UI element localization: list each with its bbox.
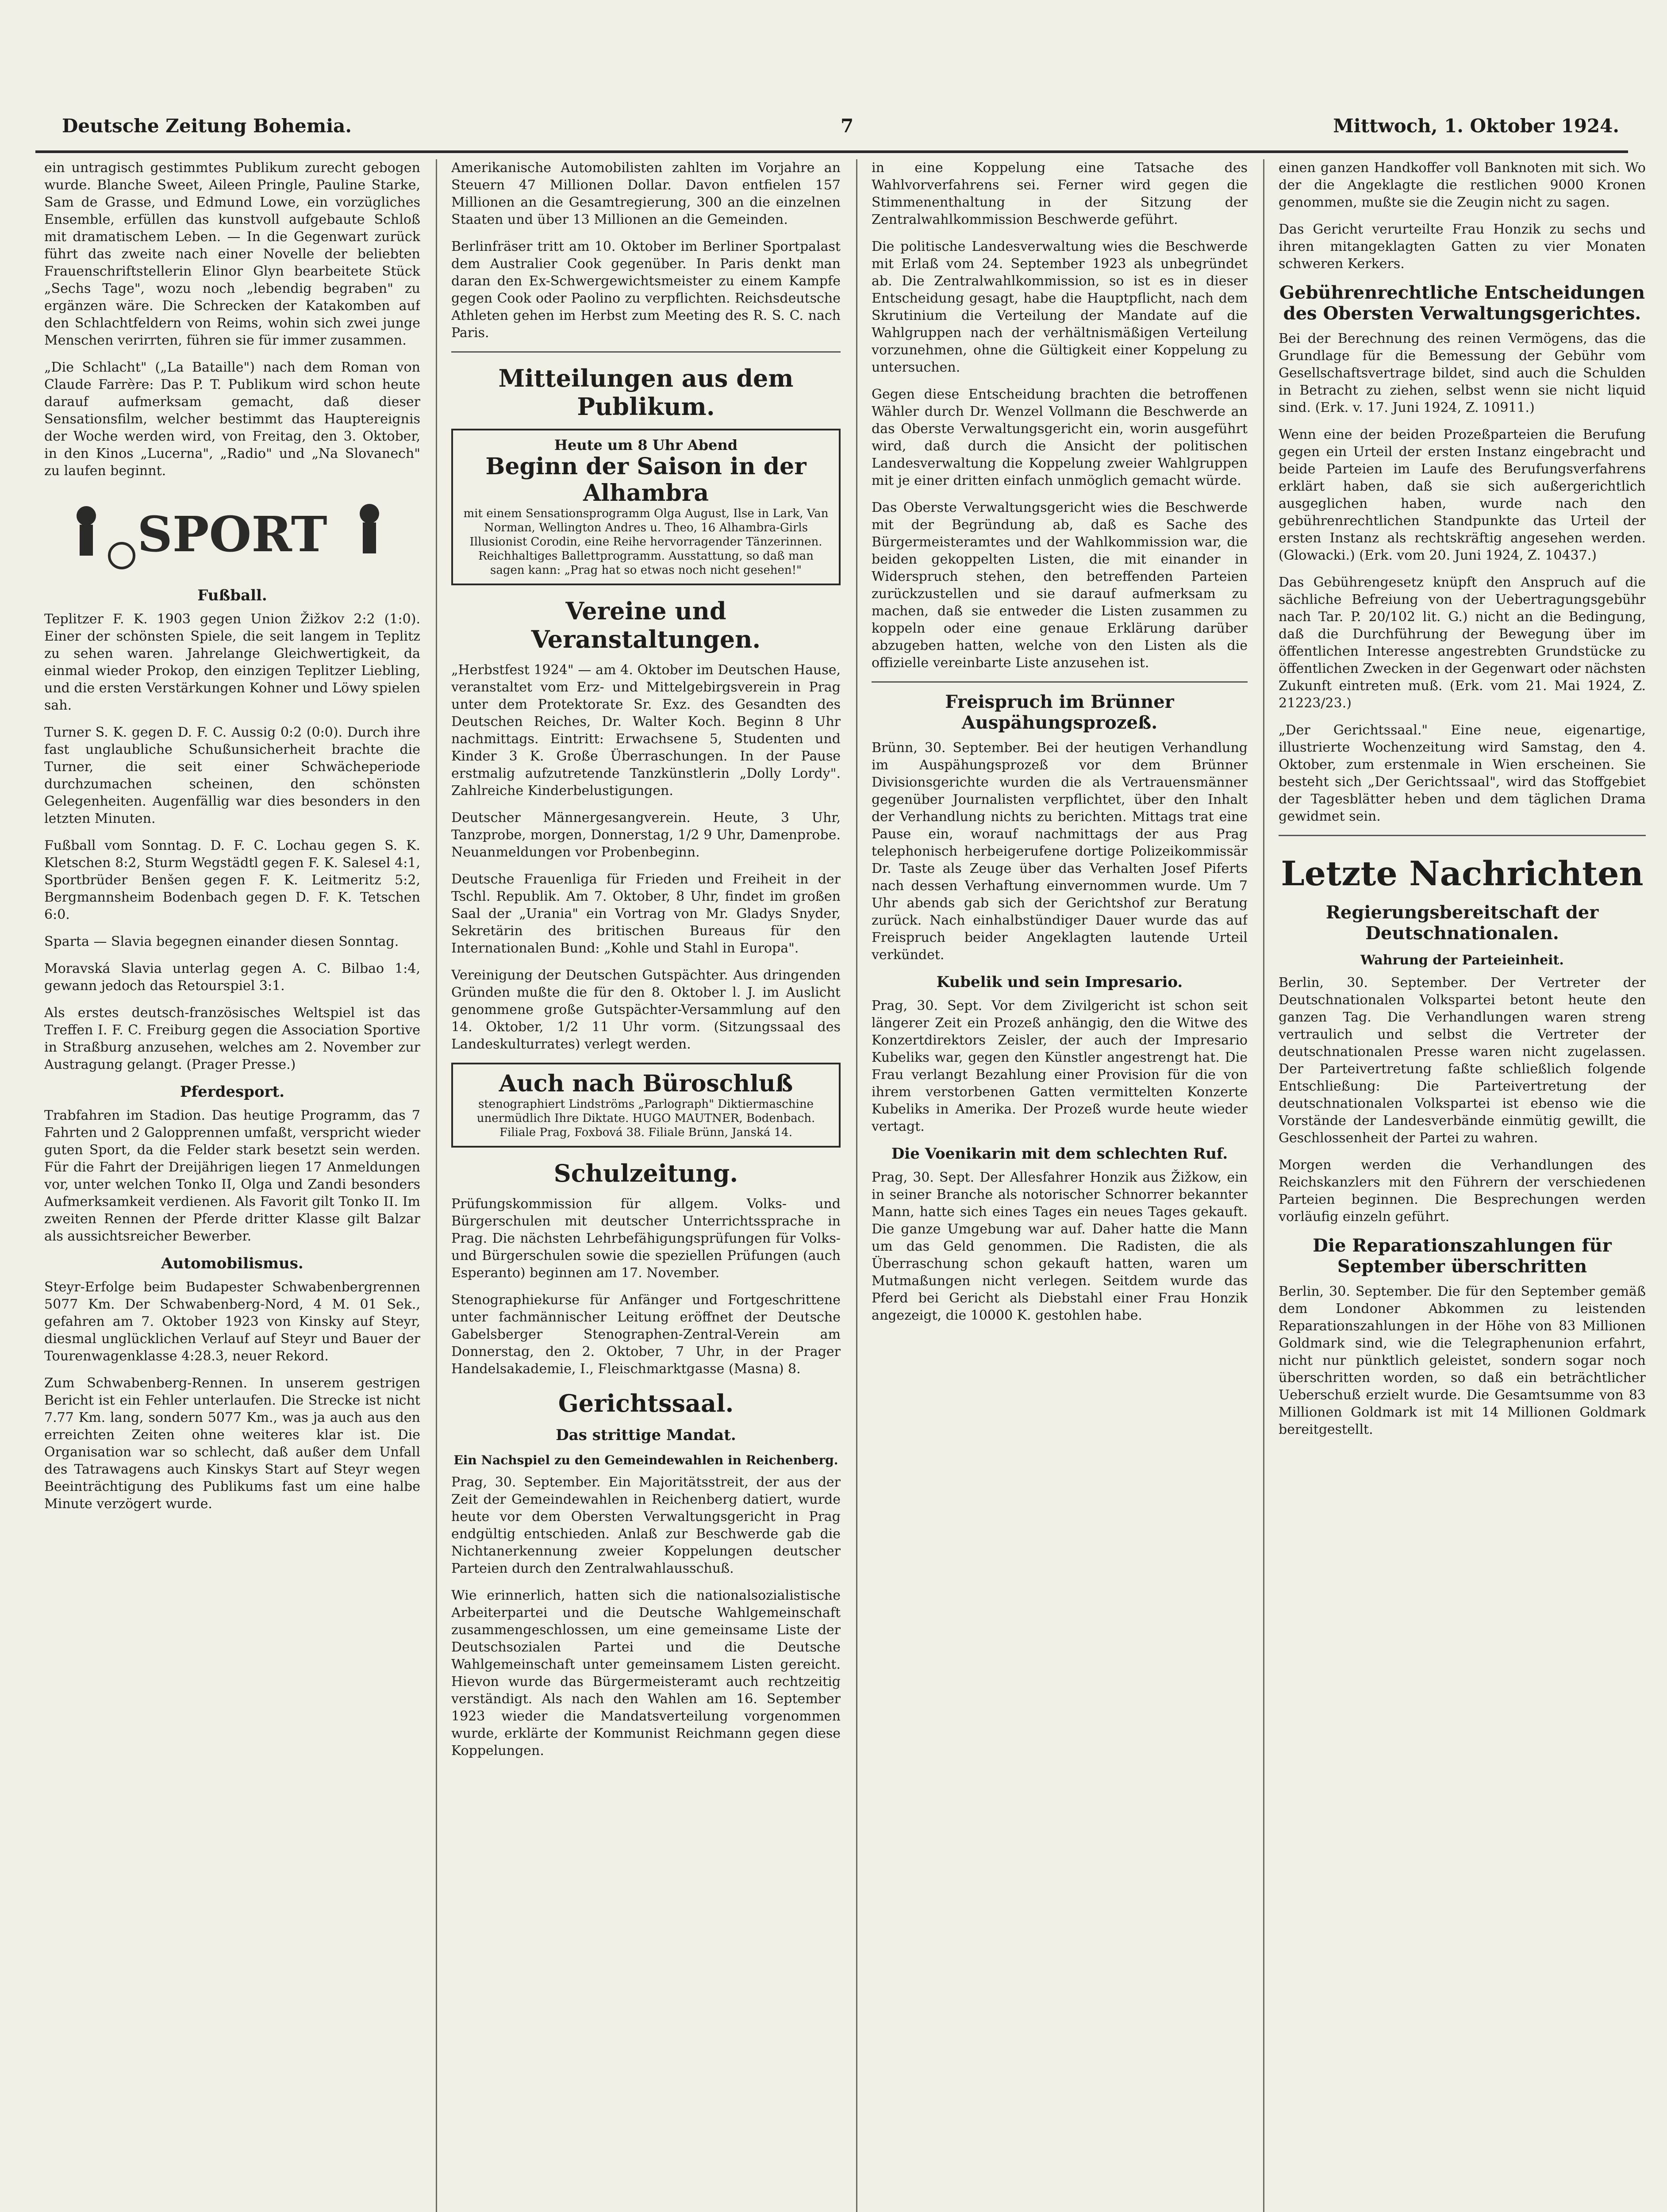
article-text: Das Gericht verurteilte Frau Honzik zu sechs und ihren mitangeklagten Gatten zu vier Monaten schweren Kerkers. [1279,222,1646,272]
article-subheadline: Wahrung der Parteieinheit. [1360,952,1564,968]
ad-text: stenographiert Lindströms „Parlograph" Diktiermaschine unermüdlich Ihre Diktate. HUGO MAUTNER, Bodenbach. Filiale Prag, Foxbová 38. Filiale Brünn, Janská 14. [476,1098,815,1139]
article-subheadline: Ein Nachspiel zu den Gemeindewahlen in Reichenberg. [453,1453,838,1467]
article-text: Sparta — Slavia begegnen einander diesen Sonntag. [44,934,399,949]
article-text: Wenn eine der beiden Prozeßparteien die Berufung gegen ein Urteil der ersten Instanz eingebracht und beide Parteien im Laufe des Berufungsverfahrens erklärt haben, daß sie sich außergerichtlich ausgeglichen haben, wurde nach den gebührenrechtlichen Standpunkte das Urteil der ersten Instanz als rechtskräftig angesehen werden. (Glowacki.) (Erk. vom 20. Juni 1924, Z. 10437.) [1279,427,1646,563]
page-header [35,111,1628,153]
ad-time: Heute um 8 Uhr Abend [554,437,738,453]
section-heading-automobilismus: Automobilismus. [161,1255,303,1272]
article-text: Teplitzer F. K. 1903 gegen Union Žižkov 2:2 (1:0). Einer der schönsten Spiele, die seit langem in Teplitz zu sehen waren. Jahrelange Gleichwertigkeit, da einmal wieder Prokop, den einzigen Teplitzer Liebling, und die ersten Verstärkungen Kohner und Löwy spielen sah. [44,611,420,713]
column-1 [44,159,420,2212]
ad-headline: Beginn der Saison in der Alhambra [485,453,807,507]
article-text: Stenographiekurse für Anfänger und Fortgeschrittene unter fachmännischer Leitung eröffnet der Deutsche Gabelsberger Stenographen-Zentral-Verein am Donnerstag, den 2. Oktober, 7 Uhr, in der Prager Handelsakademie, I., Fleischmarktgasse (Masna) 8. [451,1292,841,1377]
article-headline: Die Voenikarin mit dem schlechten Ruf. [891,1145,1228,1163]
section-heading-schulzeitung: Schulzeitung. [553,1159,738,1187]
sport-banner-illustration [60,489,405,578]
article-text: Zum Schwabenberg-Rennen. In unserem gestrigen Bericht ist ein Fehler unterlaufen. Die Strecke ist nicht 7.77 Km. lang, sondern 5077 Km., was ja auch aus den erreichten Zeiten ohne weiteres klar ist. Die Organisation war so schlecht, daß außer dem Unfall des Tatrawagens auch Kinskys Start auf Steyr wegen Beeinträchtigung des Publikums fast um eine halbe Minute verzögert wurde. [44,1375,420,1512]
article-text: Prag, 30. Sept. Vor dem Zivilgericht ist schon seit längerer Zeit ein Prozeß anhängig, den die Witwe des Konzertdirektors Zeisler, der auch der Impresario Kubeliks war, gegen den Künstler angestrengt hat. Die Frau verlangt Bezahlung einer Provision für die von ihrem verstorbenen Gatten vermittelten Konzerte Kubeliks in Amerika. Der Prozeß wurde heute wieder vertagt. [872,998,1248,1134]
article-text: Steyr-Erfolge beim Budapester Schwabenbergrennen 5077 Km. Der Schwabenberg-Nord, 4 M. 01 Sek., gefahren am 7. Oktober 1923 von Kinsky auf Steyr, diesmal unglücklichen Verlauf auf Steyr und Bauer der Tourenwagenklasse 4:28.3, neuer Rekord. [44,1279,420,1364]
sport-banner-label: SPORT [137,506,327,563]
section-heading-letzte-nachrichten: Letzte Nachrichten [1281,854,1644,893]
article-text: Das Gebührengesetz knüpft den Anspruch auf die sächliche Befreiung von der Uebertragungsgebühr nach Tar. P. 20/102 lit. G.) nicht an die Bedingung, daß die Durchführung der Bewegung über im öffentlichen Interesse angestrebten Grundstücke zu öffentlichen Zwecken in der Gegenwart oder nächsten Zukunft eintreten muß. (Erk. vom 21. Mai 1924, Z. 21223/23.) [1279,575,1646,711]
article-text: Prag, 30. Sept. Der Allesfahrer Honzik aus Žižkow, ein in seiner Branche als notorischer Schnorrer bekannter Mann, hatte sich eines Tages ein neues Tages gekauft. Die ganze Umgebung war auf. Daher hatte die Mann um das Geld genommen. Die Radisten, die als Überraschung schon gekauft hatten, waren um Mutmaßungen nicht verlegen. Seitdem wurde das Pferd bei Gericht als Diebstahl einer Frau Honzik angezeigt, die 10000 K. gestohlen habe. [872,1170,1248,1323]
newspaper-name: Deutsche Zeitung Bohemia. [62,115,352,137]
article-text: Berlin, 30. September. Die für den September gemäß dem Londoner Abkommen zu leistenden Reparationszahlungen in der Höhe von 83 Millionen Goldmark sind, wie die Telegraphenunion erfahrt, nicht nur pünktlich geleistet, sondern sogar noch überschritten worden, so daß ein beträchtlicher Ueberschuß erzielt wurde. Die Gesamtsumme von 83 Millionen Goldmark ist mit 14 Millionen Goldmark bereitgestellt. [1279,1284,1646,1437]
article-text: Deutscher Männergesangverein. Heute, 3 Uhr, Tanzprobe, morgen, Donnerstag, 1/2 9 Uhr, Damenprobe. Neuanmeldungen vor Probenbeginn. [451,810,841,860]
article-text: Vereinigung der Deutschen Gutspächter. Aus dringenden Gründen mußte die für den 8. Oktober l. J. im Auslicht genommene große Gutspächter-Versammlung auf den 14. Oktober, 1/2 11 Uhr vorm. (Sitzungssaal des Landeskulturrates) verlegt werden. [451,968,841,1052]
article-text: ein untragisch gestimmtes Publikum zurecht gebogen wurde. Blanche Sweet, Aileen Pringle, Pauline Starke, Sam de Grasse, und Edmund Lowe, ein vorzügliches Ensemble, erfüllen das kunstvoll aufgebaute Schloß mit dramatischem Leben. — In die Gegenwart zurück führt das zweite nach einer Novelle der beliebten Frauenschriftstellerin Elinor Glyn bearbeitete Stück „Sechs Tage", wozu noch „lebendig begraben" zu ergänzen wäre. Die Schrecken der Katakomben auf den Schlachtfeldern von Reims, wohin sich zwei junge Menschen verirrten, führen sie für immer zusammen. [44,160,420,348]
article-headline: Die Reparationszahlungen für September überschritten [1313,1235,1612,1277]
article-headline: Regierungsbereitschaft der Deutschnationalen. [1325,902,1599,944]
article-text: Gegen diese Entscheidung brachten die betroffenen Wähler durch Dr. Wenzel Vollmann die Beschwerde an das Oberste Verwaltungsgericht ein, worin ausgeführt wird, daß durch die Ansicht der politischen Landesverwaltung die Koppelung zweier Wahlgruppen mit je einer dritten einfach unmöglich gemacht würde. [872,387,1248,488]
page-number: 7 [841,115,854,137]
divider [451,351,841,353]
column-3 [872,159,1248,2212]
column-2 [451,159,841,2212]
article-text: „Der Gerichtssaal." Eine neue, eigenartige, illustrierte Wochenzeitung wird Samstag, den 4. Oktober, zum erstenmale in Wien erscheinen. Sie besteht sich „Der Gerichtssaal", wird das Stoffgebiet der Tagesblätter heben und dem täglichen Drama gewidmet sein. [1279,722,1646,824]
article-text: Brünn, 30. September. Bei der heutigen Verhandlung im Auspähungsprozeß vor dem Brünner Divisionsgerichte wurden die als Vertrauensmänner gegenüber Journalisten verpflichtet, über den Inhalt der Verhandlung nichts zu berichten. Mittags trat eine Pause ein, worauf nachmittags der aus Prag telephonisch herbeigerufene dortige Polizeikommissär Dr. Taste als Zeuge über das Verhalten Josef Piferts nach dessen Verhaftung einvernommen wurde. Um 7 Uhr abends gab sich der Gerichtshof zur Beratung zurück. Nach einhalbstündiger Dauer wurde das auf Freispruch beider Angeklagten lautende Urteil verkündet. [872,740,1248,963]
article-text: Prüfungskommission für allgem. Volks- und Bürgerschulen mit deutscher Unterrichtssprache in Prag. Die nächsten Lehrbefähigungsprüfungen für Volks- und Bürgerschulen sowie die speziellen Prüfungen (auch Esperanto) beginnen am 17. November. [451,1196,841,1281]
article-headline: Freispruch im Brünner Auspähungsprozeß. [945,691,1174,733]
column-rule [1263,159,1264,2212]
article-text: Turner S. K. gegen D. F. C. Aussig 0:2 (0:0). Durch ihre fast unglaubliche Schußunsicherheit brachte die Turner, die seit einer Schwächeperiode durchzumachen scheinen, den schönsten Gelegenheiten. Augenfällig war dies besonders in den letzten Minuten. [44,725,420,826]
article-text: Morgen werden die Verhandlungen des Reichskanzlers mit den Führern der verschiedenen Parteien beginnen. Die Besprechungen werden vorläufig einzeln geführt. [1279,1157,1646,1225]
article-text: Die politische Landesverwaltung wies die Beschwerde mit Erlaß vom 24. September 1923 als unbegründet ab. Die Zentralwahlkommission, so ist es in dieser Entscheidung gesagt, habe die Hauptpflicht, nach dem Skrutinium die Verteilung der Mandate auf die Wahlgruppen nach der verhältnismäßigen Verteilung vorzunehmen, ohne die Gültigkeit einer Koppelung zu untersuchen. [872,239,1248,375]
ad-text: mit einem Sensationsprogramm Olga August, Ilse in Lark, Van Norman, Wellington Andres u. Theo, 16 Alhambra-Girls Illusionist Corodin, eine Reihe hervorragender Tänzerinnen. Reichhaltiges Ballettprogramm. Ausstattung, so daß man sagen kann: „Prag hat so etwas noch nicht gesehen!" [463,507,829,577]
article-text: Wie erinnerlich, hatten sich die nationalsozialistische Arbeiterpartei und die Deutsche Wahlgemeinschaft zusammengeschlossen, um eine gemeinsame Liste der Deutschsozialen Partei und die Deutsche Wahlgemeinschaft unter gemeinsamem Listen gereicht. Hievon wurde das Bürgermeisteramt auch rechtzeitig verständigt. Als nach den Wahlen am 16. September 1923 wieder die Mandatsverteilung vorgenommen wurde, erklärte der Kommunist Reichmann gegen diese Koppelungen. [451,1588,841,1759]
column-4 [1279,159,1646,2212]
article-text: „Herbstfest 1924" — am 4. Oktober im Deutschen Hause, veranstaltet vom Erz- und Mittelgebirgsverein in Prag unter dem Protektorate Sr. Exz. des Gesandten des Deutschen Reiches, Dr. Walter Koch. Beginn 8 Uhr nachmittags. Eintritt: Erwachsene 5, Studenten und Kinder 3 K. Große Überraschungen. In der Pause erstmalig aufzutretende Tanzkünstlerin „Dolly Lordy". Zahlreiche Kinderbelustigungen. [451,662,841,799]
ad-headline: Auch nach Büroschluß [499,1070,793,1097]
article-text: Prag, 30. September. Ein Majoritätsstreit, der aus der Zeit der Gemeindewahlen in Reichenberg datiert, wurde heute vor dem Obersten Verwaltungsgericht in Prag endgültig entschieden. Anlaß zur Beschwerde gab die Nichtanerkennung zweier Koppelungen deutscher Parteien durch den Zentralwahlausschuß. [451,1475,841,1576]
divider [1279,835,1646,836]
article-text: Berlin, 30. September. Der Vertreter der Deutschnationalen Volkspartei betont heute den ganzen Tag. Die Verhandlungen waren streng vertraulich und selbst die Vertreter der deutschnationalen Presse waren nicht zugelassen. Der Parteivertretung faßte schließlich folgende Entschließung: Die Parteivertretung der deutschnationalen Volkspartei ist ebenso wie die Vorstände der Landesverbände einmütig gewillt, die Geschlossenheit der Partei zu wahren. [1279,975,1646,1146]
section-heading-pferdesport: Pferdesport. [180,1083,285,1101]
article-text: „Die Schlacht" („La Bataille") nach dem Roman von Claude Farrère: Das P. T. Publikum wird schon heute darauf aufmerksam gemacht, daß dieser Sensationsfilm, welcher bestimmt das Hauptereignis der Woche werden wird, von Freitag, den 3. Oktober, in den Kinos „Lucerna", „Radio" und „Na Slovanech" zu laufen beginnt. [44,360,420,479]
article-text: Moravská Slavia unterlag gegen A. C. Bilbao 1:4, gewann jedoch das Retourspiel 3:1. [44,961,420,994]
article-text: in eine Koppelung eine Tatsache des Wahlvorverfahrens sei. Ferner wird gegen die Stimmenenthaltung in der Sitzung der Zentralwahlkommission Beschwerde geführt. [872,160,1248,227]
issue-date: Mittwoch, 1. Oktober 1924. [1333,115,1619,137]
article-text: Als erstes deutsch-französisches Weltspiel ist das Treffen I. F. C. Freiburg gegen die Association Sportive in Straßburg anzusehen, welches am 2. November zur Austragung gelangt. (Prager Presse.) [44,1005,420,1072]
article-text: Fußball vom Sonntag. D. F. C. Lochau gegen S. K. Kletschen 8:2, Sturm Wegstädtl gegen F. K. Salesel 4:1, Sportbrüder Benšen gegen F. K. Leitmeritz 5:2, Bergmannsheim Bodenbach gegen D. F. K. Tetschen 6:0. [44,838,420,922]
article-text: Trabfahren im Stadion. Das heutige Programm, das 7 Fahrten und 2 Galopprennen umfaßt, verspricht wieder guten Sport, da die Felder stark besetzt sein werden. Für die Fahrt der Dreijährigen liegen 17 Anmeldungen vor, unter welchen Tonko II, Olga und Zandi besonders Aufmerksamkeit verdienen. Als Favorit gilt Tonko II. Im zweiten Rennen der Pferde dritter Klasse gilt Balzar als aussichtsreicher Bewerber. [44,1108,420,1244]
article-headline: Das strittige Mandat. [556,1426,736,1444]
section-heading-mitteilungen: Mitteilungen aus dem Publikum. [498,364,794,421]
article-text: Deutsche Frauenliga für Frieden und Freiheit in der Tschl. Republik. Am 7. Oktober, 8 Uhr, findet im großen Saal der „Urania" ein Vortrag von Mr. Gladys Snyder, Sekretärin des britischen Bureaus für den Internationalen Bund: „Kohle und Stahl in Europa". [451,872,841,956]
section-heading-vereine: Vereine und Veranstaltungen. [531,597,761,653]
article-text: Amerikanische Automobilisten zahlten im Vorjahre an Steuern 47 Millionen Dollar. Davon entfielen 157 Millionen an die Gesamtregierung, 300 an die einzelnen Staaten und über 13 Millionen an die Gemeinden. [451,160,841,227]
section-heading-gerichtssaal: Gerichtssaal. [558,1389,734,1417]
article-text: einen ganzen Handkoffer voll Banknoten mit sich. Wo der die Angeklagte die restlichen 9000 Kronen genommen, mußte sie die Zeugin nicht zu sagen. [1279,160,1646,210]
article-text: Berlinfräser tritt am 10. Oktober im Berliner Sportpalast dem Australier Cook gegenüber. In Paris denkt man daran den Ex-Schwergewichtsmeister zu einem Kampfe gegen Cook oder Paolino zu verpflichten. Reichsdeutsche Athleten gehen im Herbst zum Meeting des R. S. C. nach Paris. [451,239,841,341]
section-heading-fussball: Fußball. [197,587,267,604]
article-text: Das Oberste Verwaltungsgericht wies die Beschwerde mit der Begründung ab, daß es Sache des Bürgermeisteramtes und der Wahlkommission war, die beiden gekoppelten Listen, die mit einander in Widerspruch stehen, den betreffenden Parteien zurückzustellen und sie darauf aufmerksam zu machen, daß sie entweder die Listen zusammen zu koppeln oder eine genaue Erklärung darüber abzugeben hatten, welche von den Listen als die offizielle vereinbarte Liste anzusehen ist. [872,500,1248,671]
advertisement-alhambra [451,429,841,585]
article-text: Bei der Berechnung des reinen Vermögens, das die Grundlage für die Bemessung der Gebühr vom Gesellschaftsvertrage bildet, sind auch die Schulden in Betracht zu ziehen, selbst wenn sie nicht liquid sind. (Erk. v. 17. Juni 1924, Z. 10911.) [1279,331,1646,415]
article-headline: Kubelik und sein Impresario. [936,973,1183,991]
article-headline: Gebührenrechtliche Entscheidungen des Obersten Verwaltungsgerichtes. [1279,282,1645,324]
column-rule [436,159,437,2212]
divider [872,681,1248,683]
column-rule [856,159,857,2212]
advertisement-parlograph [451,1063,841,1148]
